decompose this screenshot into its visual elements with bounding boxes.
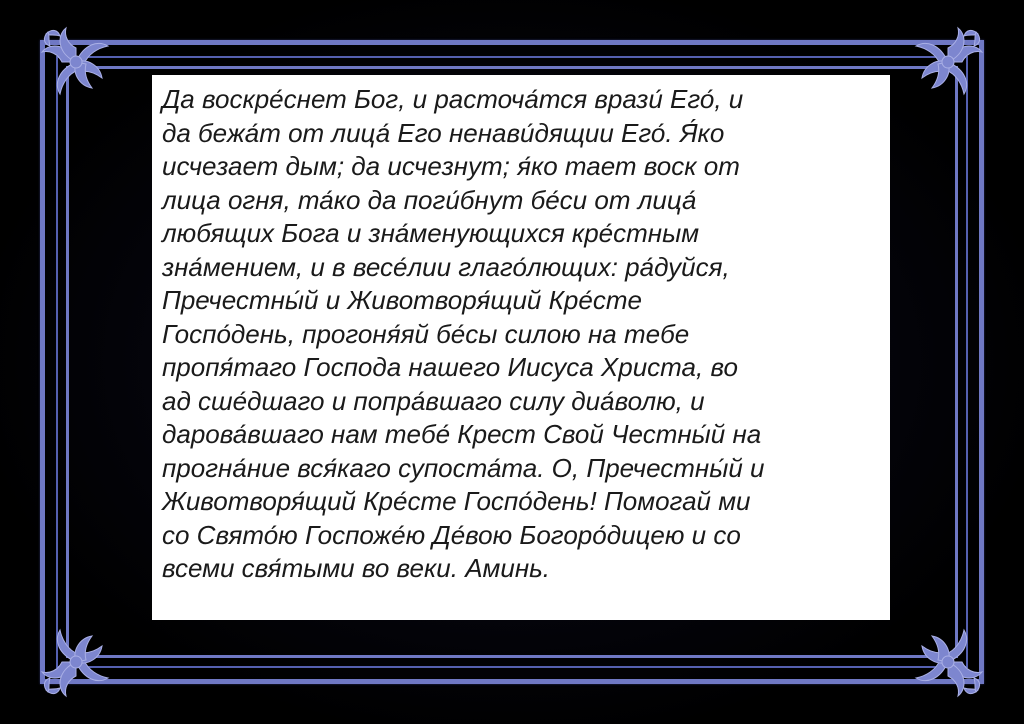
corner-ornament-top-left-icon [28, 14, 124, 110]
prayer-line: ад сше́дшаго и попра́вшаго силу диа́волю, и [162, 385, 705, 416]
prayer-line: зна́мением, и в весе́лии глаго́лющих: ра́дуйся, [162, 251, 730, 282]
corner-ornament-bottom-right-icon [900, 614, 996, 710]
prayer-line: Да воскре́снет Бог, и расточа́тся врази́ Его́, и [162, 84, 744, 114]
prayer-line: исчезает дым; да исчезнут; я́ко тает воск от [162, 151, 740, 181]
prayer-line: всеми свя́тыми во веки. Аминь. [162, 553, 551, 583]
prayer-line: прогна́ние вся́каго супоста́та. О, Пречестны́й и [162, 452, 765, 483]
prayer-line: любящих Бога и зна́менующихся кре́стным [162, 218, 700, 248]
prayer-line: пропя́таго Господа нашего Иисуса Христа, во [162, 352, 738, 382]
prayer-line: Животворя́щий Кре́сте Госпо́день! Помогай ми [162, 486, 751, 516]
prayer-line: лица огня, та́ко да поги́бнут бе́си от лица́ [162, 184, 697, 215]
prayer-line: Пречестны́й и Животворя́щий Кре́сте [162, 285, 642, 315]
corner-ornament-bottom-left-icon [28, 614, 124, 710]
prayer-line: со Свято́ю Госпоже́ю Де́вою Богоро́дицею и со [162, 519, 741, 550]
corner-ornament-top-right-icon [900, 14, 996, 110]
prayer-line: да бежа́т от лица́ Его ненави́дящии Его́. Я́ко [162, 117, 725, 148]
prayer-line: дарова́вшаго нам тебе́ Крест Свой Честны́й на [162, 419, 762, 449]
prayer-line: Госпо́день, прогоня́яй бе́сы силою на тебе [162, 318, 690, 349]
prayer-text-panel [152, 75, 890, 620]
